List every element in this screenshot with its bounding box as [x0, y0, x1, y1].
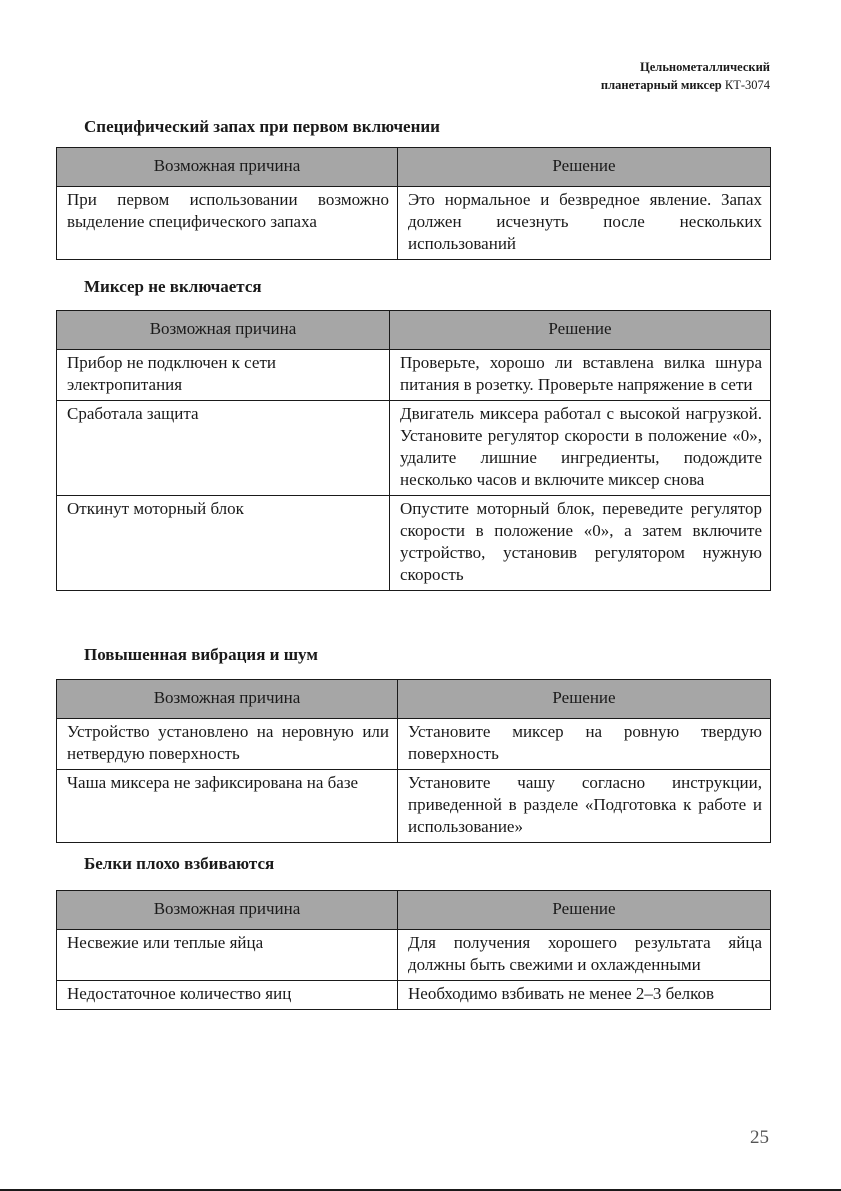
- table-row: [57, 930, 771, 981]
- table-row: [57, 496, 771, 591]
- solution-cell: Это нормальное и безвредное явление. Запах должен исчезнуть после нескольких использований: [398, 187, 771, 260]
- cause-cell: Сработала защита: [57, 401, 390, 496]
- column-header-cause: Возможная причина: [57, 891, 398, 930]
- solution-cell: Установите чашу согласно инструкции, приведенной в разделе «Подготовка к работе и использование»: [398, 770, 771, 843]
- column-header-solution: Решение: [398, 680, 771, 719]
- header-line-1: Цельнометаллический: [640, 60, 770, 74]
- running-header: [601, 58, 770, 94]
- table-row: [57, 981, 771, 1010]
- section-title-vibration: Повышенная вибрация и шум: [84, 645, 318, 664]
- troubleshooting-table-vibration: [56, 679, 771, 843]
- cause-cell: Недостаточное количество яиц: [57, 981, 398, 1010]
- table-row: [57, 719, 771, 770]
- table-row: [57, 770, 771, 843]
- header-model: КТ-3074: [724, 78, 770, 92]
- solution-cell: Двигатель миксера работал с высокой нагрузкой. Установите регулятор скорости в положение «0», удалите лишние ингредиенты, подождите несколько часов и включите миксер снова: [390, 401, 771, 496]
- troubleshooting-table-not-starting: [56, 310, 771, 591]
- troubleshooting-table-odor: [56, 147, 771, 260]
- column-header-solution: Решение: [390, 311, 771, 350]
- page-number: 25: [750, 1127, 769, 1148]
- solution-cell: Для получения хорошего результата яйца должны быть свежими и охлажденными: [398, 930, 771, 981]
- column-header-cause: Возможная причина: [57, 680, 398, 719]
- column-header-solution: Решение: [398, 891, 771, 930]
- table-row: [57, 350, 771, 401]
- cause-cell: Чаша миксера не зафиксирована на базе: [57, 770, 398, 843]
- column-header-cause: Возможная причина: [57, 311, 390, 350]
- solution-cell: Установите миксер на ровную твердую поверхность: [398, 719, 771, 770]
- table-header-row: [57, 148, 771, 187]
- cause-cell: Несвежие или теплые яйца: [57, 930, 398, 981]
- cause-cell: При первом использовании возможно выделение специфического запаха: [57, 187, 398, 260]
- solution-cell: Проверьте, хорошо ли вставлена вилка шнура питания в розетку. Проверьте напряжение в сети: [390, 350, 771, 401]
- section-title-whipping: Белки плохо взбиваются: [84, 854, 275, 873]
- header-product-name: планетарный миксер: [600, 78, 725, 92]
- section-title-odor: Специфический запах при первом включении: [84, 117, 440, 136]
- cause-cell: Откинут моторный блок: [57, 496, 390, 591]
- cause-cell: Устройство установлено на неровную или нетвердую поверхность: [57, 719, 398, 770]
- solution-cell: Опустите моторный блок, переведите регулятор скорости в положение «0», а затем включите устройство, установив регулятором нужную скорость: [390, 496, 771, 591]
- header-line-2: [601, 76, 770, 94]
- troubleshooting-table-whipping: [56, 890, 771, 1010]
- column-header-solution: Решение: [398, 148, 771, 187]
- section-title-not-starting: Миксер не включается: [84, 277, 262, 296]
- table-header-row: [57, 891, 771, 930]
- column-header-cause: Возможная причина: [57, 148, 398, 187]
- table-header-row: [57, 311, 771, 350]
- cause-cell: Прибор не подключен к сети электропитания: [57, 350, 390, 401]
- table-header-row: [57, 680, 771, 719]
- table-row: [57, 187, 771, 260]
- solution-cell: Необходимо взбивать не менее 2–3 белков: [398, 981, 771, 1010]
- table-row: [57, 401, 771, 496]
